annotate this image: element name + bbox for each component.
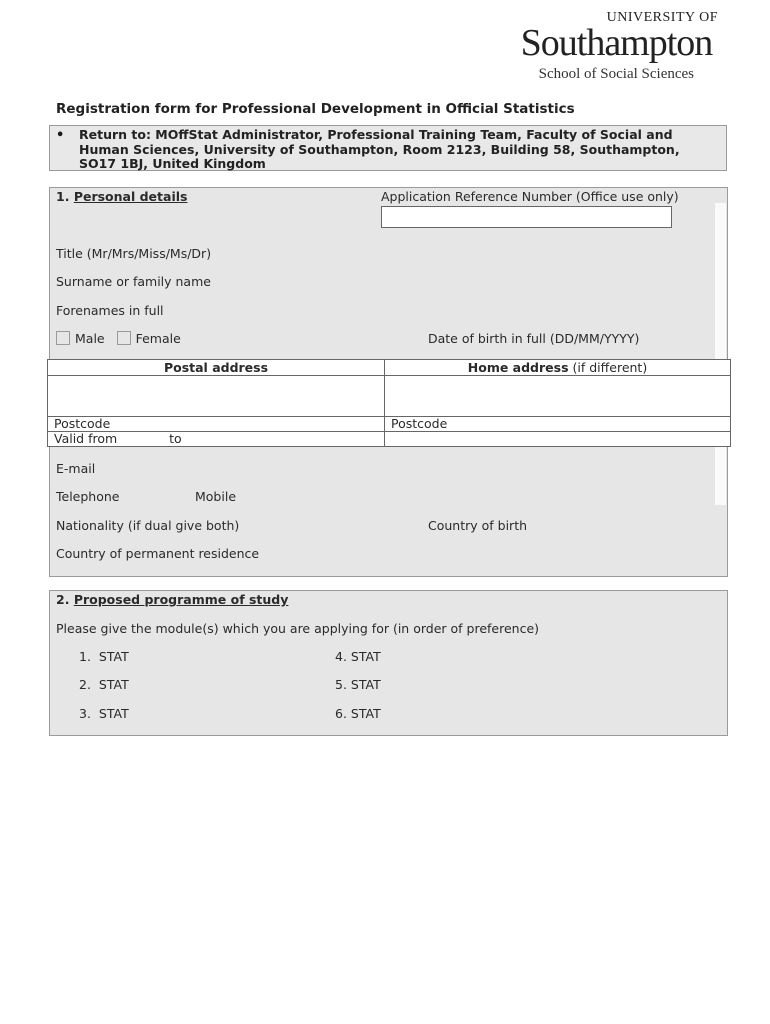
programme-section [49,590,728,736]
home-address-header: Home address (if different) [385,360,731,376]
logo-southampton: Southampton [520,22,713,64]
home-postcode-label: Postcode [391,416,448,431]
logo-school: School of Social Sciences [538,66,695,82]
postal-postcode-cell[interactable] [48,417,385,432]
valid-dates-empty-cell [385,432,731,447]
country-of-birth-label: Country of birth [428,518,528,533]
valid-to-label: to [169,431,182,446]
male-checkbox[interactable] [56,331,70,345]
address-table [47,359,731,447]
postal-address-header: Postal address [48,360,385,376]
male-label: Male [75,331,105,346]
female-checkbox[interactable] [117,331,131,345]
gender-options [56,331,181,346]
surname-label: Surname or family name [56,274,211,289]
ref-number-label: Application Reference Number (Office use only) [381,189,679,204]
postal-address-field[interactable] [48,376,385,417]
return-address-text: Return to: MOffStat Administrator, Professional Training Team, Faculty of Social and Human Sciences, University of Southampton, Room 2123, Building 58, Southampton, SO17 1BJ, United Kingdom [79,127,680,171]
bullet-icon: • [56,128,65,143]
forenames-label: Forenames in full [56,303,164,318]
module-choice-2[interactable]: 2. STAT [79,677,129,692]
section1-heading: 1. Personal details [56,189,188,204]
home-postcode-cell[interactable] [385,417,731,432]
postal-postcode-label: Postcode [54,416,111,431]
logo-university-of: UNIVERSITY OF [606,10,718,25]
form-title: Registration form for Professional Development in Official Statistics [56,101,575,117]
home-address-field[interactable] [385,376,731,417]
dob-label: Date of birth in full (DD/MM/YYYY) [428,331,640,346]
section2-heading: 2. Proposed programme of study [56,592,289,607]
module-choice-5[interactable]: 5. STAT [335,677,381,692]
module-choice-1[interactable]: 1. STAT [79,649,129,664]
university-logo [521,10,718,83]
module-choice-3[interactable]: 3. STAT [79,706,129,721]
ref-number-field[interactable] [381,206,672,228]
mobile-label: Mobile [195,489,237,504]
valid-dates-cell[interactable] [48,432,385,447]
return-address-box [49,125,727,171]
title-label: Title (Mr/Mrs/Miss/Ms/Dr) [56,246,212,261]
nationality-label: Nationality (if dual give both) [56,518,240,533]
email-label: E-mail [56,461,96,476]
valid-from-label: Valid from [54,431,118,446]
module-instruction: Please give the module(s) which you are applying for (in order of preference) [56,621,540,636]
female-label: Female [135,331,181,346]
permanent-residence-label: Country of permanent residence [56,546,260,561]
scrollbar[interactable] [715,203,726,505]
module-choice-6[interactable]: 6. STAT [335,706,381,721]
module-choice-4[interactable]: 4. STAT [335,649,381,664]
telephone-label: Telephone [56,489,120,504]
